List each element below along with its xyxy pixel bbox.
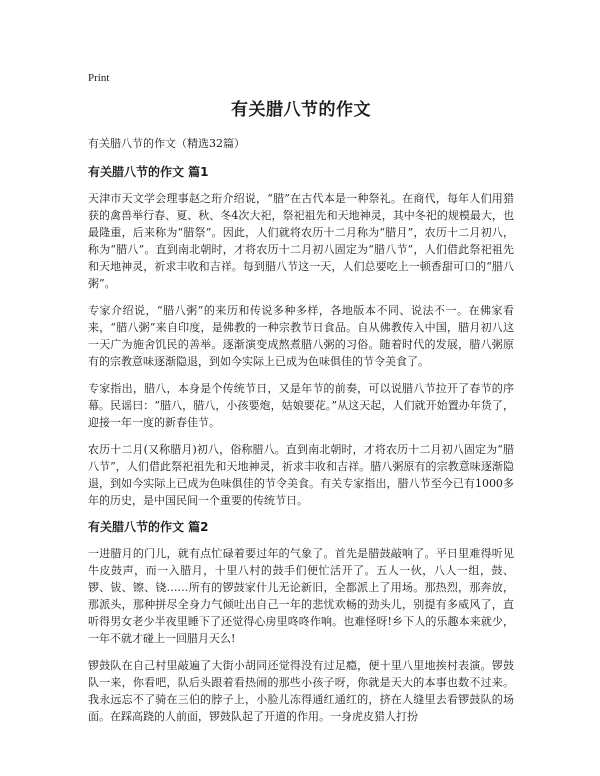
paragraph: 锣鼓队在自己村里敲遍了大街小胡同还觉得没有过足瘾，便十里八里地挨村表演。锣鼓队一来，你看吧，队后头跟着看热闹的那些小孩子呀，你就是天大的本事也数不过来。我永远忘不了骑在三伯的脖子上，小脸儿冻得通红通红的，挤在人缝里去看锣鼓队的场面。在踩高跷的人前面，锣鼓队起了开道的作用。一身虎皮猎人打扮 <box>88 659 514 723</box>
paragraph: 专家介绍说，“腊八粥”的来历和传说多种多样，各地版本不同、说法不一。在佛家看来，“腊八粥”来自印度，是佛教的一种宗教节日食品。自从佛教传入中国，腊月初八这一天广为施舍饥民的善举。逐渐演变成熬煮腊八粥的习俗。随着时代的发展，腊八粥原有的宗教意味逐渐隐退，到如今实际上已成为色味俱佳的节令美食了。 <box>88 304 514 368</box>
paragraph: 天津市天文学会理事赵之珩介绍说，“腊”在古代本是一种祭礼。在商代，每年人们用猎获的禽兽举行春、夏、秋、冬4次大祀，祭祀祖先和天地神灵，其中冬祀的规模最大，也最隆重，后来称为“腊祭”。因此，人们就将农历十二月称为“腊月”，农历十二月初八，称为“腊八”。直到南北朝时，才将农历十二月初八固定为“腊八节”，人们借此祭祀祖先和天地神灵，祈求丰收和吉祥。每到腊八节这一天，人们总要吃上一顿香甜可口的“腊八粥”。 <box>88 192 514 290</box>
paragraph: 农历十二月(又称腊月)初八，俗称腊八。直到南北朝时，才将农历十二月初八固定为“腊八节”，人们借此祭祀祖先和天地神灵，祈求丰收和吉祥。腊八粥原有的宗教意味逐渐隐退，到如今实际上已成为色味俱佳的节令美食。有关专家指出，腊八节至今已有1000多年的历史，是中国民间一个重要的传统节日。 <box>88 443 514 507</box>
essay-section-2 <box>88 519 514 725</box>
page-title: 有关腊八节的作文 <box>231 100 371 120</box>
print-link[interactable]: Print <box>88 72 110 84</box>
section-heading: 有关腊八节的作文 篇2 <box>88 520 209 534</box>
paragraph: 一进腊月的门儿，就有点忙碌着要过年的气象了。首先是腊鼓敲响了。平日里难得听见牛皮鼓声，而一入腊月，十里八村的鼓手们便忙活开了。五人一伙，八人一组，鼓、锣、钹、镲、铙……所有的锣鼓家什儿无论新旧，全都派上了用场。那热烈，那奔放，那派头，那种拼尽全身力气倾吐出自己一年的悲忧欢畅的劲头儿，别提有多威风了，直听得男女老少半夜里睡下了还觉得心房里咚咚作响。也难怪呀!乡下人的乐趣本来就少，一年不就才碰上一回腊月天么! <box>88 547 514 645</box>
paragraph: 专家指出，腊八，本身是个传统节日，又是年节的前奏，可以说腊八节拉开了春节的序幕。民谣曰：“腊八，腊八，小孩要炮，姑娘要花。”从这天起，人们就开始置办年货了，迎接一年一度的新春佳节。 <box>88 382 514 429</box>
document-page <box>88 70 514 735</box>
page-subtitle: 有关腊八节的作文（精选32篇） <box>88 137 245 150</box>
section-heading: 有关腊八节的作文 篇1 <box>88 165 209 179</box>
essay-section-1 <box>88 164 514 509</box>
